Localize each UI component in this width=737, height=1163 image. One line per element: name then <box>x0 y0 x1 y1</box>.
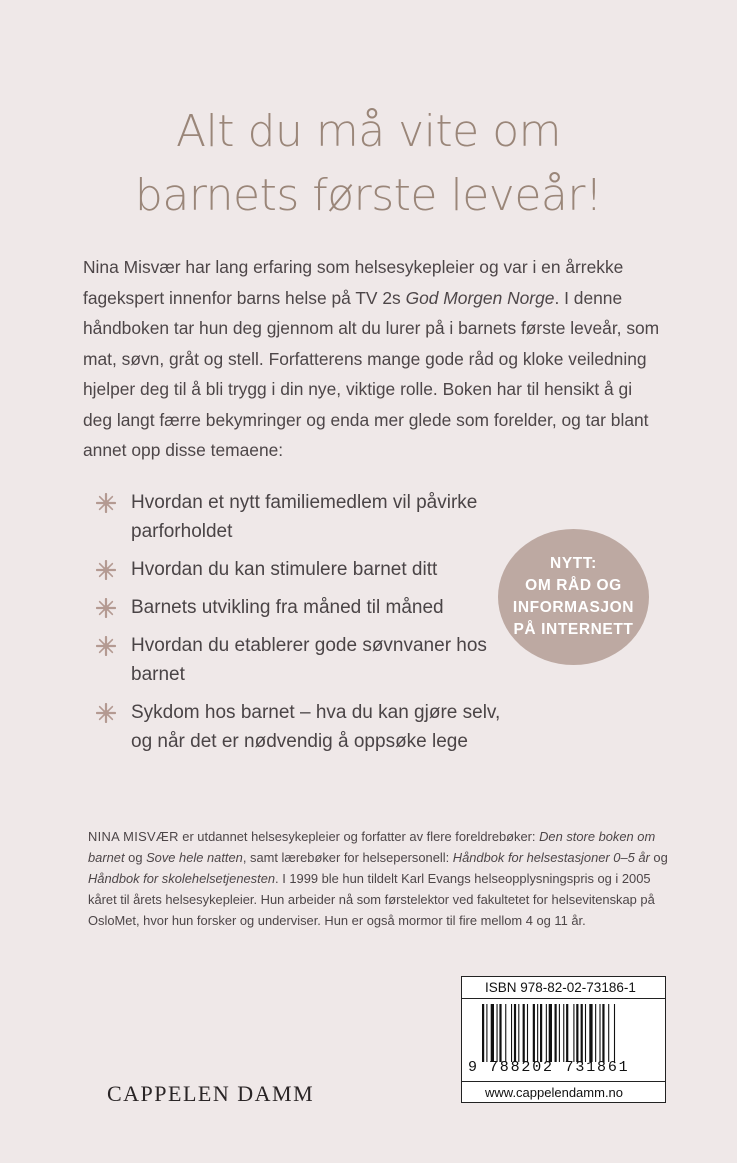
star-burst-icon <box>96 560 116 580</box>
barcode-first-digit: 9 <box>468 1059 478 1076</box>
topic-text: Hvordan du kan stimulere barnet ditt <box>131 559 438 580</box>
topic-item <box>96 593 516 622</box>
badge-line-4: PÅ INTERNETT <box>513 621 634 638</box>
book-title: Sove hele natten <box>146 850 243 865</box>
bio-text: , samt lærebøker for helsepersonell: <box>242 850 453 865</box>
bio-text: og <box>649 850 668 865</box>
isbn-number: ISBN 978-82-02-73186-1 <box>462 977 665 999</box>
badge-line-3: INFORMASJON <box>512 599 635 616</box>
book-title: Den store boken om barnet <box>88 829 656 865</box>
intro-tv-show: God Morgen Norge <box>405 287 555 308</box>
star-burst-icon <box>96 493 116 513</box>
topic-item <box>96 631 516 689</box>
topic-item <box>96 698 516 756</box>
topic-text: Hvordan et nytt familiemedlem vil påvirke parforholdet <box>131 492 478 542</box>
headline <box>0 100 737 228</box>
bio-text: . I 1999 ble hun tildelt Karl Evangs helseopplysningspris og i 2005 kåret til årets helsesykepleier. Hun arbeider nå som førstelektor ved fakultetet for helsevitenskap på OsloMet, hvor hun forsker og underviser. Hun er også mormor til fire mellom 4 og 11 år. <box>88 871 655 928</box>
publisher-url: www.cappelendamm.no <box>462 1081 665 1103</box>
topic-item <box>96 555 516 584</box>
topic-text: Hvordan du etablerer gode søvnvaner hos barnet <box>131 635 487 685</box>
topic-text: Sykdom hos barnet – hva du kan gjøre selv, og når det er nødvendig å oppsøke lege <box>131 702 501 752</box>
intro-text-1: Nina Misvær har lang erfaring som helsesykepleier og var i en årrekke fagekspert innenfor barns helse på TV 2s <box>83 257 624 308</box>
topic-list <box>96 488 516 765</box>
topic-text: Barnets utvikling fra måned til måned <box>131 597 444 618</box>
new-badge <box>498 529 649 665</box>
bio-text: og <box>124 850 147 865</box>
bio-text: er utdannet helsesykepleier og forfatter av flere foreldrebøker: <box>178 829 540 844</box>
intro-paragraph <box>83 252 663 466</box>
book-title: Håndbok for helsestasjoner 0–5 år <box>452 850 650 865</box>
barcode-digits <box>462 1059 665 1077</box>
book-title: Håndbok for skolehelsetjenesten <box>88 871 276 886</box>
intro-text-2: . I denne håndboken tar hun deg gjennom alt du lurer på i barnets første leveår, som mat, søvn, gråt og stell. Forfatterens mange gode råd og kloke veiledning hjelper deg til å bli trygg i din nye, viktige rolle. Boken har til hensikt å gi deg langt færre bekymringer og enda mer glede som forelder, og tar blant annet opp disse temaene: <box>83 287 660 460</box>
barcode-icon <box>482 1004 662 1062</box>
headline-line-2: barnets første leveår! <box>134 170 603 221</box>
headline-line-1: Alt du må vite om <box>175 106 562 157</box>
barcode-digit-groups: 788202 731861 <box>489 1059 630 1076</box>
author-name: NINA MISVÆR <box>88 829 179 844</box>
badge-line-2: OM RÅD OG <box>525 577 622 594</box>
star-burst-icon <box>96 598 116 618</box>
badge-line-1: NYTT: <box>550 555 597 572</box>
star-burst-icon <box>96 703 116 723</box>
publisher-logo: CAPPELEN DAMM <box>107 1081 315 1106</box>
topic-item <box>96 488 516 546</box>
isbn-barcode-box <box>461 976 666 1103</box>
author-bio <box>88 826 668 931</box>
star-burst-icon <box>96 636 116 656</box>
